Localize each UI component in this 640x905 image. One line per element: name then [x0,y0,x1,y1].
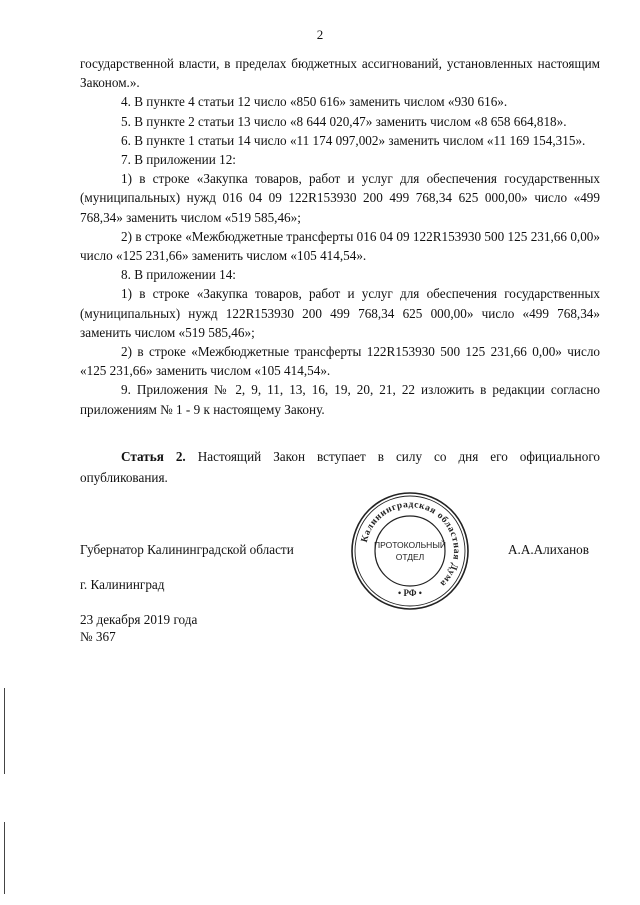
paragraph-item-9: 9. Приложения № 2, 9, 11, 13, 16, 19, 20, 21, 22 изложить в редакции согласно приложениям № 1 - 9 к настоящему Закону. [80,382,600,417]
paragraph-item-8-1: 1) в строке «Закупка товаров, работ и услуг для обеспечения государственных (муниципальных) нужд 122R153930 200 499 768,34 625 000,00» число «499 768,34» заменить числом «519 585,46»; [80,286,600,340]
paragraph-item-7: 7. В приложении 12: [121,152,236,168]
paragraph-item-8: 8. В приложении 14: [121,267,236,283]
paragraph-item-6: 6. В пункте 1 статьи 14 число «11 174 097,002» заменить числом «11 169 154,315». [121,132,586,148]
article-text: Настоящий Закон вступает в силу со дня его официального опубликования. [80,449,600,485]
paragraph-item-4: 4. В пункте 4 статьи 12 число «850 616» заменить числом «930 616». [121,94,508,110]
page-number: 2 [316,27,324,42]
governor-title: Губернатор Калининградской области [80,542,294,557]
stamp-bottom-text: • РФ • [398,588,422,598]
scan-edge-mark [4,822,5,894]
article-label: Статья 2. [121,449,186,464]
paragraph-item-5: 5. В пункте 2 статьи 13 число «8 644 020,47» заменить числом «8 658 664,818». [121,113,567,129]
stamp-center-line2: ОТДЕЛ [395,552,425,562]
paragraph-item-8-2: 2) в строке «Межбюджетные трансферты 122R153930 500 125 231,66 0,00» число «125 231,66» заменить числом «105 414,54». [80,344,600,379]
governor-name: А.А.Алиханов [508,542,589,557]
law-date: 23 декабря 2019 года [80,612,198,627]
city: г. Калининград [80,577,165,592]
law-number: № 367 [80,629,116,644]
stamp-ring-text: Калининградская областная Дума [359,499,462,589]
paragraph-item-7-2: 2) в строке «Межбюджетные трансферты 016 04 09 122R153930 500 125 231,66 0,00» число «125 231,66» заменить числом «105 414,54». [80,228,600,264]
official-seal-stamp [349,490,471,612]
paragraph-item-7-1: 1) в строке «Закупка товаров, работ и услуг для обеспечения государственных (муниципальных) нужд 016 04 09 122R153930 200 499 768,34 625 000,00» число «499 768,34» заменить числом «519 585,46»; [80,171,600,225]
article-2 [80,446,600,488]
scan-edge-mark [4,688,5,774]
amendments-text [80,54,600,419]
stamp-center-line1: ПРОТОКОЛЬНЫЙ [374,540,446,550]
paragraph-continuation: государственной власти, в пределах бюджетных ассигнований, установленных настоящим Законом.». [80,56,600,91]
